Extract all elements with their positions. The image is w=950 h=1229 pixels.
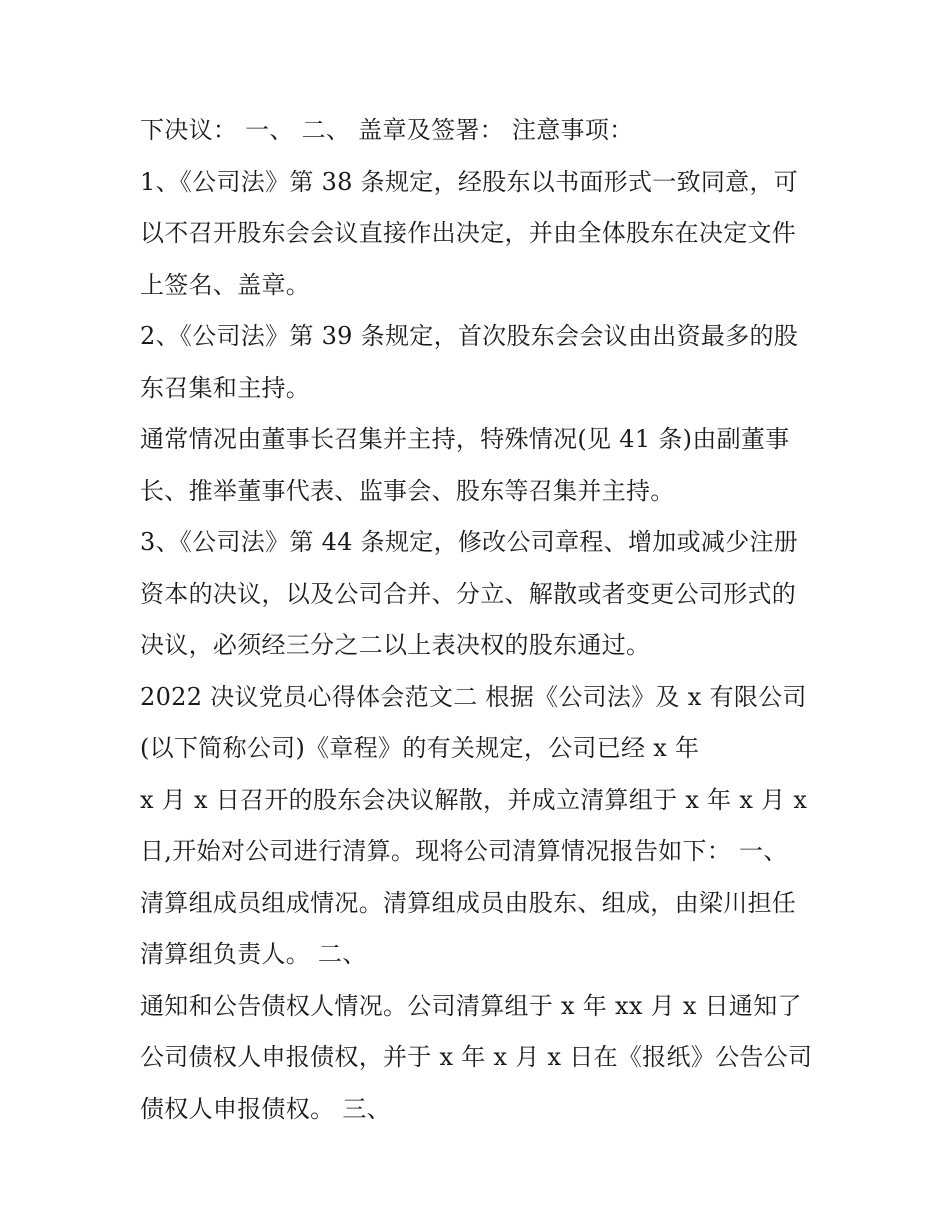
text-line: 清算组负责人。 二、 — [140, 940, 367, 968]
document-body — [140, 105, 830, 1135]
text-line: 上签名、盖章。 — [140, 270, 311, 299]
text-line: 3、《公司法》第 44 条规定，修改公司章程、增加或减少注册 — [140, 528, 799, 556]
text-line: 通知和公告债权人情况。公司清算组于 x 年 xx 月 x 日通知了 — [140, 991, 802, 1020]
text-line: 东召集和主持。 — [140, 373, 311, 402]
text-line: 清算组成员组成情况。清算组成员由股东、组成，由梁川担任 — [140, 888, 797, 917]
text-line: 2、《公司法》第 39 条规定，首次股东会会议由出资最多的股 — [140, 322, 799, 350]
text-line: 下决议： 一、 二、 盖章及签署： 注意事项： — [140, 116, 634, 144]
text-line: 债权人申报债权。 三、 — [140, 1094, 391, 1123]
text-line: 通常情况由董事长召集并主持，特殊情况(见 41 条)由副董事 — [140, 425, 790, 453]
text-line: 公司债权人申报债权，并于 x 年 x 月 x 日在《报纸》公告公司 — [140, 1043, 813, 1071]
text-line: 决议，必须经三分之二以上表决权的股东通过。 — [140, 631, 651, 659]
text-line: 长、推举董事代表、监事会、股东等召集并主持。 — [140, 476, 675, 505]
text-line: 以不召开股东会会议直接作出决定，并由全体股东在决定文件 — [140, 219, 797, 247]
text-line: (以下简称公司)《章程》的有关规定，公司已经 x 年 — [140, 734, 700, 762]
text-line: 资本的决议，以及公司合并、分立、解散或者变更公司形式的 — [140, 579, 797, 608]
text-line: 1、《公司法》第 38 条规定，经股东以书面形式一致同意，可 — [140, 167, 799, 196]
text-line: 2022 决议党员心得体会范文二 根据《公司法》及 x 有限公司 — [140, 682, 807, 711]
text-line: x 月 x 日召开的股东会决议解散，并成立清算组于 x 年 x 月 x — [140, 785, 808, 814]
text-line: 日,开始对公司进行清算。现将公司清算情况报告如下： 一、 — [140, 837, 788, 865]
